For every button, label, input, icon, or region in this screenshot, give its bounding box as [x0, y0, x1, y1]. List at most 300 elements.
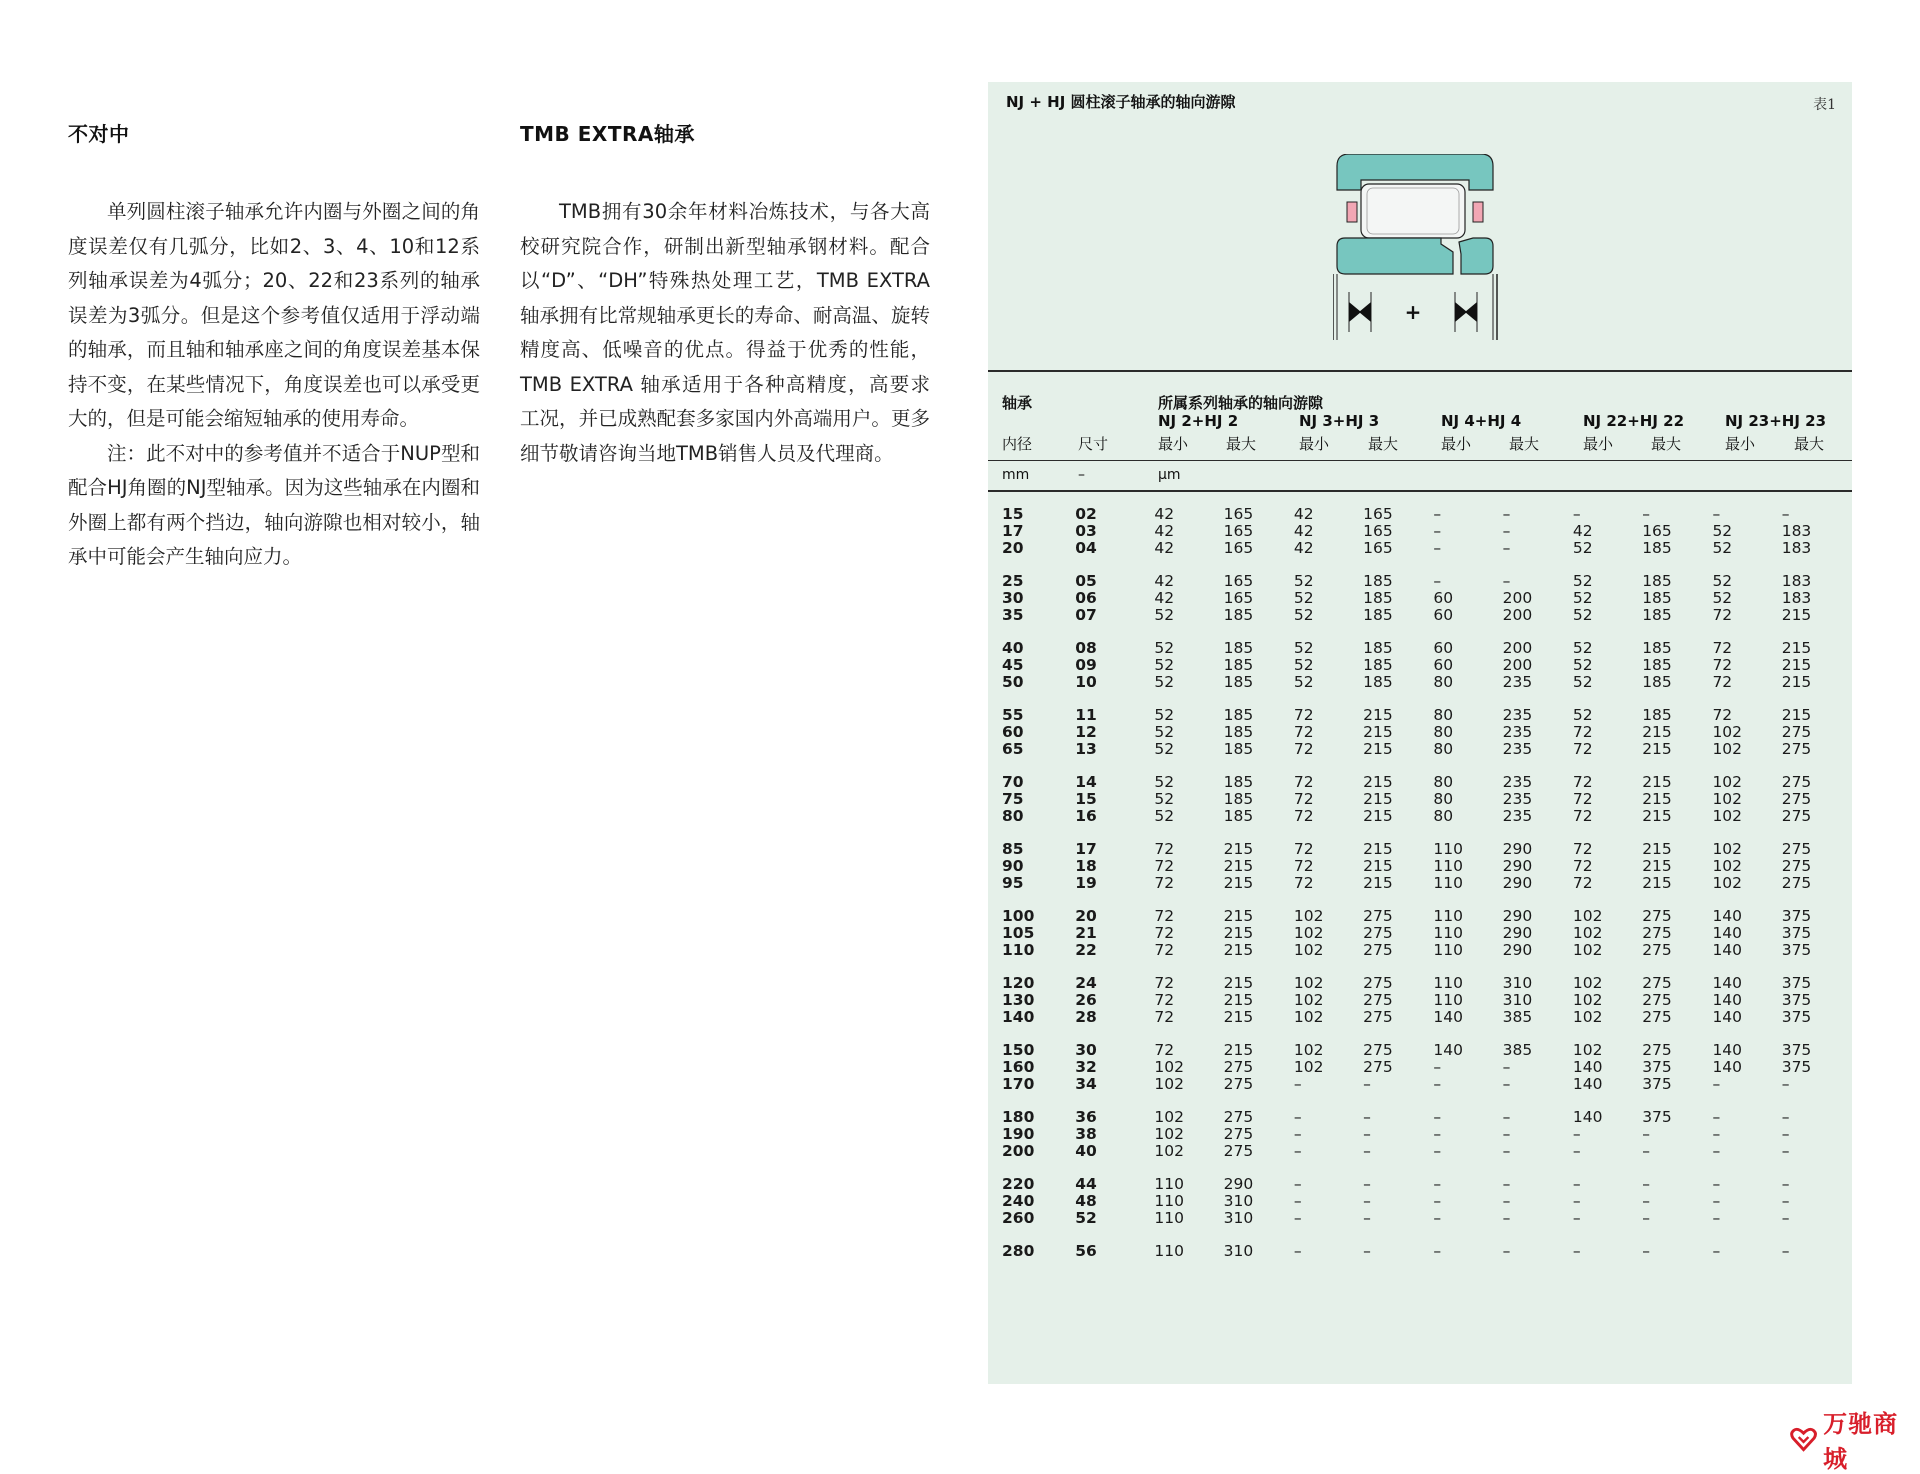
clearance-cell: 72 [1154, 907, 1175, 925]
clearance-cell: 215 [1223, 941, 1254, 959]
clearance-cell: – [1433, 1209, 1442, 1227]
clearance-cell: 185 [1642, 639, 1672, 657]
clearance-cell: 215 [1223, 857, 1254, 875]
clearance-cell: – [1502, 572, 1511, 590]
clearance-cell: 275 [1642, 1041, 1672, 1059]
clearance-cell: 275 [1363, 1041, 1393, 1059]
bore-cell: 110 [1002, 941, 1035, 959]
clearance-cell: 42 [1154, 505, 1175, 523]
bore-cell: 260 [1002, 1209, 1035, 1227]
clearance-cell: 310 [1502, 991, 1533, 1009]
table-row [988, 506, 1852, 523]
misalignment-heading: 不对中 [68, 122, 130, 146]
size-cell: 09 [1075, 656, 1097, 674]
clearance-cell: 185 [1642, 673, 1672, 691]
table-row-group [988, 1042, 1852, 1093]
clearance-cell: 215 [1363, 874, 1393, 892]
size-cell: 26 [1075, 991, 1097, 1009]
clearance-cell: 140 [1712, 907, 1743, 925]
clearance-cell: 52 [1572, 639, 1593, 657]
table-row [988, 774, 1852, 791]
clearance-cell: 72 [1293, 740, 1314, 758]
clearance-cell: 80 [1433, 673, 1454, 691]
clearance-cell: 215 [1363, 723, 1393, 741]
clearance-cell: 215 [1642, 807, 1672, 825]
clearance-cell: 200 [1502, 589, 1533, 607]
units-rule [988, 490, 1852, 492]
clearance-cell: – [1433, 522, 1442, 540]
clearance-cell: 235 [1502, 807, 1533, 825]
clearance-cell: 275 [1223, 1075, 1254, 1093]
clearance-cell: – [1433, 572, 1442, 590]
clearance-cell: 215 [1642, 740, 1672, 758]
clearance-cell: 102 [1293, 1008, 1324, 1026]
clearance-cell: 72 [1712, 656, 1733, 674]
header-min-2: 最小 [1299, 435, 1330, 453]
table-row-group [988, 1243, 1852, 1260]
clearance-cell: – [1363, 1075, 1371, 1093]
clearance-cell: – [1502, 1142, 1511, 1160]
tmb-extra-section [520, 118, 930, 471]
clearance-cell: – [1363, 1142, 1371, 1160]
clearance-cell: 140 [1712, 924, 1743, 942]
clearance-cell: 72 [1572, 857, 1593, 875]
clearance-cell: 185 [1642, 706, 1672, 724]
header-max-5: 最大 [1794, 435, 1825, 453]
clearance-cell: 102 [1154, 1058, 1184, 1076]
bore-cell: 240 [1002, 1192, 1035, 1210]
size-cell: 15 [1075, 790, 1097, 808]
clearance-cell: 52 [1293, 589, 1314, 607]
table-row [988, 992, 1852, 1009]
clearance-cell: 72 [1712, 673, 1733, 691]
clearance-cell: 275 [1223, 1142, 1254, 1160]
clearance-cell: 52 [1572, 589, 1593, 607]
clearance-cell: – [1502, 1192, 1511, 1210]
clearance-cell: 215 [1363, 740, 1393, 758]
clearance-cell: 52 [1154, 773, 1175, 791]
clearance-cell: 275 [1781, 740, 1812, 758]
table-row [988, 707, 1852, 724]
clearance-cell: – [1642, 1175, 1650, 1193]
size-cell: 11 [1075, 706, 1097, 724]
clearance-cell: 102 [1293, 1058, 1324, 1076]
clearance-cell: 72 [1154, 1008, 1175, 1026]
clearance-cell: 102 [1572, 924, 1603, 942]
clearance-cell: 215 [1642, 723, 1672, 741]
misalignment-note: 注：此不对中的参考值并不适合于NUP型和配合HJ角圈的NJ型轴承。因为这些轴承在内圈和外圈上都有两个挡边，轴向游隙也相对较小，轴承中可能会产生轴向应力。 [68, 441, 480, 568]
clearance-cell: 80 [1433, 773, 1454, 791]
clearance-cell: 42 [1293, 505, 1314, 523]
bore-cell: 17 [1002, 522, 1024, 540]
clearance-cell: 42 [1293, 539, 1314, 557]
clearance-cell: 165 [1223, 589, 1254, 607]
size-cell: 21 [1075, 924, 1097, 942]
size-cell: 12 [1075, 723, 1097, 741]
clearance-cell: – [1781, 1209, 1790, 1227]
clearance-cell: 185 [1223, 740, 1254, 758]
clearance-cell: 310 [1223, 1209, 1254, 1227]
clearance-cell: 375 [1642, 1058, 1672, 1076]
clearance-cell: – [1712, 1142, 1721, 1160]
clearance-cell: 185 [1223, 807, 1254, 825]
header-max-2: 最大 [1368, 435, 1399, 453]
clearance-cell: – [1433, 1075, 1442, 1093]
clearance-cell: 80 [1433, 790, 1454, 808]
clearance-cell: – [1502, 1108, 1511, 1126]
clearance-cell: 215 [1223, 907, 1254, 925]
clearance-cell: – [1433, 539, 1442, 557]
table-row [988, 925, 1852, 942]
clearance-cell: 52 [1154, 673, 1175, 691]
bore-cell: 105 [1002, 924, 1035, 942]
table-row-group [988, 640, 1852, 691]
clearance-cell: 235 [1502, 773, 1533, 791]
clearance-cell: – [1642, 1209, 1650, 1227]
clearance-cell: – [1642, 1192, 1650, 1210]
clearance-cell: 275 [1223, 1108, 1254, 1126]
clearance-cell: – [1781, 1125, 1790, 1143]
size-cell: 22 [1075, 941, 1097, 959]
clearance-cell: 52 [1712, 572, 1733, 590]
clearance-cell: 72 [1293, 706, 1314, 724]
brand-logo [1790, 1404, 1920, 1474]
clearance-cell: 275 [1781, 773, 1812, 791]
clearance-cell: 42 [1572, 522, 1593, 540]
clearance-cell: 72 [1293, 807, 1314, 825]
clearance-cell: 60 [1433, 606, 1454, 624]
clearance-cell: 102 [1154, 1108, 1184, 1126]
table-top-rule [988, 370, 1852, 372]
size-cell: 19 [1075, 874, 1097, 892]
bore-cell: 120 [1002, 974, 1035, 992]
clearance-cell: 185 [1223, 656, 1254, 674]
clearance-cell: 183 [1781, 539, 1812, 557]
clearance-cell: 102 [1572, 941, 1603, 959]
clearance-cell: 310 [1223, 1242, 1254, 1260]
clearance-cell: 275 [1642, 941, 1672, 959]
bore-cell: 85 [1002, 840, 1024, 858]
bore-cell: 160 [1002, 1058, 1035, 1076]
bore-cell: 280 [1002, 1242, 1035, 1260]
clearance-cell: 215 [1642, 857, 1672, 875]
clearance-cell: 110 [1154, 1209, 1184, 1227]
clearance-cell: 183 [1781, 522, 1812, 540]
clearance-cell: – [1572, 1192, 1581, 1210]
clearance-cell: 110 [1433, 840, 1463, 858]
header-rule [988, 460, 1852, 461]
size-cell: 30 [1075, 1041, 1097, 1059]
clearance-cell: – [1293, 1242, 1302, 1260]
clearance-cell: – [1293, 1108, 1302, 1126]
size-cell: 02 [1075, 505, 1097, 523]
clearance-cell: 72 [1154, 974, 1175, 992]
clearance-cell: – [1502, 1125, 1511, 1143]
clearance-cell: – [1642, 1125, 1650, 1143]
clearance-cell: 215 [1223, 840, 1254, 858]
clearance-cell: 290 [1502, 840, 1533, 858]
clearance-cell: 215 [1781, 606, 1812, 624]
clearance-cell: 42 [1154, 589, 1175, 607]
clearance-cell: – [1781, 1142, 1790, 1160]
clearance-cell: 275 [1642, 974, 1672, 992]
clearance-cell: 80 [1433, 723, 1454, 741]
clearance-cell: 102 [1154, 1075, 1184, 1093]
clearance-cell: 215 [1363, 840, 1393, 858]
clearance-cell: 165 [1223, 522, 1254, 540]
clearance-cell: 140 [1572, 1075, 1603, 1093]
clearance-cell: 200 [1502, 656, 1533, 674]
clearance-cell: – [1363, 1209, 1371, 1227]
clearance-cell: 185 [1223, 706, 1254, 724]
clearance-cell: 200 [1502, 606, 1533, 624]
clearance-cell: – [1502, 1058, 1511, 1076]
clearance-cell: 215 [1363, 807, 1393, 825]
clearance-cell: 275 [1363, 941, 1393, 959]
clearance-table-body [988, 506, 1852, 1276]
bore-cell: 190 [1002, 1125, 1035, 1143]
table-row [988, 724, 1852, 741]
clearance-cell: 183 [1781, 572, 1812, 590]
clearance-cell: 52 [1293, 673, 1314, 691]
clearance-cell: 185 [1223, 606, 1254, 624]
clearance-cell: 375 [1781, 907, 1812, 925]
clearance-cell: 290 [1502, 941, 1533, 959]
clearance-cell: 275 [1363, 924, 1393, 942]
clearance-cell: 375 [1781, 1058, 1812, 1076]
clearance-cell: 385 [1502, 1008, 1533, 1026]
clearance-cell: – [1781, 1075, 1790, 1093]
table-title: NJ + HJ 圆柱滚子轴承的轴向游隙 [1006, 93, 1236, 111]
clearance-cell: 72 [1154, 991, 1175, 1009]
clearance-cell: 102 [1293, 991, 1324, 1009]
clearance-cell: 52 [1293, 606, 1314, 624]
table-row-group [988, 908, 1852, 959]
clearance-cell: 102 [1572, 991, 1603, 1009]
table-number: 表1 [1813, 97, 1836, 113]
clearance-cell: 102 [1572, 1008, 1603, 1026]
clearance-cell: – [1293, 1192, 1302, 1210]
clearance-cell: 275 [1781, 857, 1812, 875]
bore-cell: 20 [1002, 539, 1024, 557]
table-row-group [988, 707, 1852, 758]
clearance-cell: 102 [1712, 857, 1743, 875]
clearance-cell: 52 [1154, 706, 1175, 724]
clearance-cell: 215 [1363, 857, 1393, 875]
clearance-cell: 52 [1154, 656, 1175, 674]
clearance-cell: 52 [1572, 539, 1593, 557]
bore-cell: 25 [1002, 572, 1024, 590]
clearance-cell: 72 [1712, 639, 1733, 657]
table-row [988, 875, 1852, 892]
clearance-cell: 72 [1572, 840, 1593, 858]
clearance-cell: 110 [1154, 1192, 1184, 1210]
unit-size: – [1078, 467, 1085, 483]
table-row [988, 791, 1852, 808]
clearance-cell: 102 [1154, 1142, 1184, 1160]
clearance-cell: 290 [1502, 857, 1533, 875]
clearance-cell: 275 [1642, 1008, 1672, 1026]
header-max-3: 最大 [1509, 435, 1540, 453]
bore-cell: 45 [1002, 656, 1024, 674]
clearance-cell: – [1781, 505, 1790, 523]
table-row [988, 841, 1852, 858]
clearance-cell: 102 [1293, 974, 1324, 992]
header-series-2: NJ 3+HJ 3 [1299, 412, 1380, 430]
diagram-plus-sign: + [1404, 300, 1422, 324]
clearance-cell: 215 [1642, 790, 1672, 808]
clearance-cell: 72 [1572, 773, 1593, 791]
clearance-cell: 165 [1223, 505, 1254, 523]
header-series-1: NJ 2+HJ 2 [1158, 412, 1239, 430]
size-cell: 10 [1075, 673, 1097, 691]
header-size: 尺寸 [1078, 435, 1109, 453]
table-row [988, 1143, 1852, 1160]
clearance-cell: – [1363, 1125, 1371, 1143]
clearance-cell: – [1712, 1108, 1721, 1126]
header-max-1: 最大 [1226, 435, 1257, 453]
clearance-cell: 60 [1433, 656, 1454, 674]
table-row [988, 640, 1852, 657]
clearance-cell: 375 [1781, 974, 1812, 992]
clearance-cell: 80 [1433, 706, 1454, 724]
size-cell: 24 [1075, 974, 1097, 992]
clearance-cell: 185 [1223, 773, 1254, 791]
clearance-cell: 102 [1712, 740, 1743, 758]
clearance-cell: – [1363, 1192, 1371, 1210]
clearance-cell: 375 [1781, 941, 1812, 959]
size-cell: 36 [1075, 1108, 1097, 1126]
clearance-cell: 110 [1154, 1242, 1184, 1260]
bore-cell: 40 [1002, 639, 1024, 657]
size-cell: 17 [1075, 840, 1097, 858]
clearance-cell: 110 [1433, 907, 1463, 925]
size-cell: 56 [1075, 1242, 1097, 1260]
table-row [988, 523, 1852, 540]
clearance-cell: 52 [1572, 673, 1593, 691]
clearance-cell: – [1712, 1192, 1721, 1210]
clearance-cell: 102 [1712, 790, 1743, 808]
clearance-cell: 200 [1502, 639, 1533, 657]
clearance-cell: – [1642, 1142, 1650, 1160]
clearance-cell: 110 [1433, 924, 1463, 942]
clearance-cell: 72 [1293, 840, 1314, 858]
table-row [988, 1176, 1852, 1193]
clearance-cell: 52 [1293, 656, 1314, 674]
clearance-cell: – [1433, 1175, 1442, 1193]
clearance-cell: 185 [1223, 723, 1254, 741]
clearance-cell: 375 [1642, 1075, 1672, 1093]
table-row [988, 540, 1852, 557]
clearance-cell: 275 [1223, 1125, 1254, 1143]
table-row-group [988, 506, 1852, 557]
clearance-cell: 290 [1502, 874, 1533, 892]
size-cell: 03 [1075, 522, 1097, 540]
clearance-cell: 140 [1712, 974, 1743, 992]
clearance-cell: 185 [1642, 656, 1672, 674]
bore-cell: 70 [1002, 773, 1024, 791]
clearance-cell: 72 [1572, 874, 1593, 892]
clearance-cell: 275 [1642, 991, 1672, 1009]
clearance-cell: 102 [1293, 924, 1324, 942]
clearance-cell: 52 [1154, 606, 1175, 624]
bore-cell: 180 [1002, 1108, 1035, 1126]
clearance-cell: 72 [1572, 790, 1593, 808]
table-row [988, 590, 1852, 607]
clearance-cell: – [1293, 1142, 1302, 1160]
clearance-cell: 80 [1433, 740, 1454, 758]
header-series-4: NJ 22+HJ 22 [1583, 412, 1685, 430]
clearance-cell: – [1433, 1058, 1442, 1076]
clearance-cell: 215 [1223, 924, 1254, 942]
clearance-cell: – [1572, 1125, 1581, 1143]
clearance-cell: 52 [1712, 589, 1733, 607]
clearance-cell: 310 [1223, 1192, 1254, 1210]
table-row [988, 657, 1852, 674]
clearance-cell: 72 [1154, 840, 1175, 858]
clearance-cell: 183 [1781, 589, 1812, 607]
bore-cell: 60 [1002, 723, 1024, 741]
clearance-cell: 110 [1433, 941, 1463, 959]
clearance-cell: 275 [1363, 907, 1393, 925]
table-row-group [988, 1109, 1852, 1160]
size-cell: 44 [1075, 1175, 1097, 1193]
header-series-3: NJ 4+HJ 4 [1441, 412, 1522, 430]
clearance-cell: 235 [1502, 706, 1533, 724]
clearance-cell: 52 [1712, 522, 1733, 540]
clearance-cell: 52 [1572, 606, 1593, 624]
clearance-cell: – [1363, 1242, 1371, 1260]
clearance-cell: 275 [1781, 874, 1812, 892]
clearance-cell: 72 [1154, 857, 1175, 875]
clearance-cell: 52 [1154, 740, 1175, 758]
clearance-cell: 52 [1712, 539, 1733, 557]
clearance-cell: 72 [1712, 606, 1733, 624]
clearance-cell: 185 [1223, 790, 1254, 808]
clearance-cell: 215 [1781, 656, 1812, 674]
table-row [988, 1109, 1852, 1126]
clearance-cell: 140 [1712, 941, 1743, 959]
bore-cell: 170 [1002, 1075, 1035, 1093]
clearance-cell: 185 [1363, 606, 1393, 624]
bore-cell: 90 [1002, 857, 1024, 875]
table-row [988, 1210, 1852, 1227]
clearance-cell: 275 [1363, 974, 1393, 992]
unit-bore: mm [1002, 467, 1030, 483]
table-row [988, 1009, 1852, 1026]
clearance-cell: 80 [1433, 807, 1454, 825]
table-row [988, 942, 1852, 959]
clearance-cell: – [1502, 1242, 1511, 1260]
clearance-cell: 52 [1572, 706, 1593, 724]
clearance-cell: 375 [1781, 1008, 1812, 1026]
table-row [988, 741, 1852, 758]
table-row-group [988, 1176, 1852, 1227]
clearance-cell: – [1712, 1075, 1721, 1093]
table-row [988, 1076, 1852, 1093]
clearance-cell: 110 [1433, 874, 1463, 892]
clearance-cell: – [1363, 1175, 1371, 1193]
clearance-cell: 42 [1154, 539, 1175, 557]
clearance-cell: 140 [1712, 1058, 1743, 1076]
clearance-cell: 72 [1712, 706, 1733, 724]
clearance-cell: 215 [1363, 706, 1393, 724]
clearance-cell: – [1433, 1192, 1442, 1210]
clearance-cell: 140 [1712, 1041, 1743, 1059]
table-row [988, 1059, 1852, 1076]
clearance-cell: – [1642, 505, 1650, 523]
table-row [988, 1193, 1852, 1210]
